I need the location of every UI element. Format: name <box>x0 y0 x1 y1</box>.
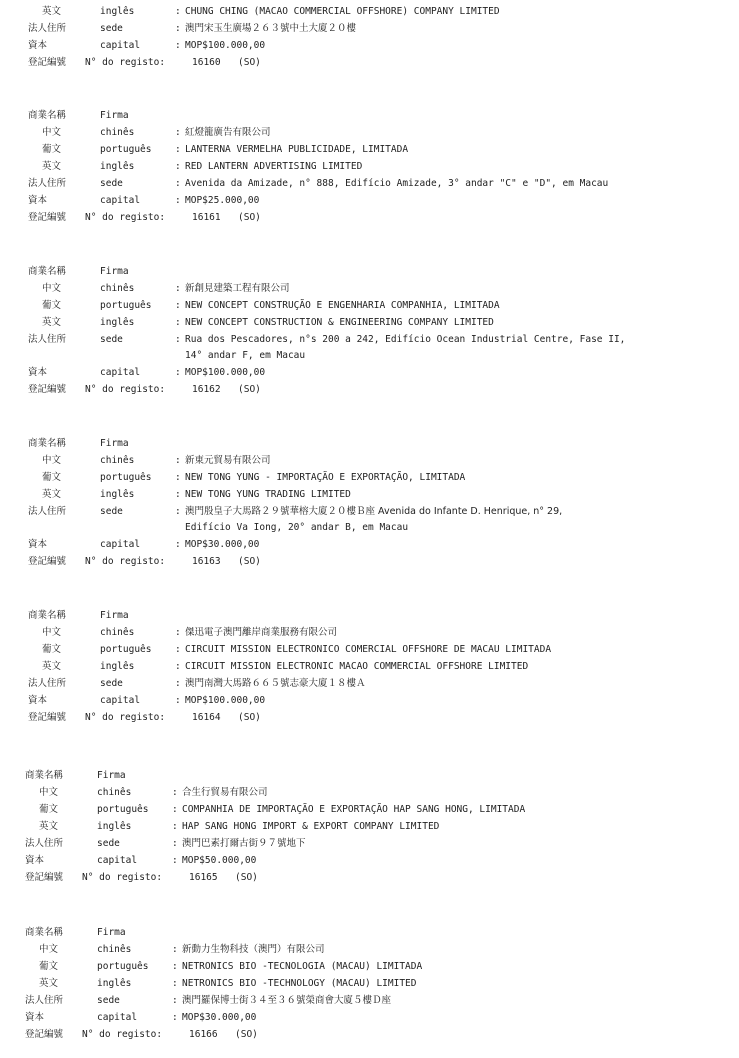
portugues-label-cn: 葡文 <box>39 804 59 815</box>
sede-value-line: Edifício Va Iong, 20° andar B, em Macau <box>185 522 409 533</box>
registo-label-pt: N° do registo: <box>82 1029 163 1040</box>
separator: : <box>175 144 181 155</box>
separator: : <box>175 195 181 206</box>
capital-value: MOP$50.000,00 <box>182 855 257 866</box>
capital-label-pt: capital <box>97 855 138 866</box>
chines-label-pt: chinês <box>100 127 135 138</box>
portugues-label-pt: português <box>97 804 149 815</box>
portugues-value: NETRONICS BIO -TECNOLOGIA (MACAU) LIMITADA <box>182 961 423 972</box>
registo-label-pt: N° do registo: <box>82 872 163 883</box>
separator: : <box>175 489 181 500</box>
sede-value-line: 澳門殷皇子大馬路２９號華榕大廈２０樓Ｂ座 Avenida do Infante D. Henrique, n° 29, <box>185 506 563 517</box>
registo-number: 16161 <box>192 212 221 223</box>
separator: : <box>172 804 178 815</box>
chines-label-pt: chinês <box>100 455 135 466</box>
ingles-label-cn: 英文 <box>42 661 62 672</box>
separator: : <box>172 944 178 955</box>
firma-label-pt: Firma <box>100 438 129 449</box>
separator: : <box>172 978 178 989</box>
sede-label-pt: sede <box>100 178 123 189</box>
sede-label-pt: sede <box>100 334 123 345</box>
ingles-label-cn: 英文 <box>39 821 59 832</box>
registo-label-pt: N° do registo: <box>85 384 166 395</box>
capital-value: MOP$100.000,00 <box>185 40 266 51</box>
capital-value: MOP$25.000,00 <box>185 195 260 206</box>
portugues-value: NEW CONCEPT CONSTRUÇÃO E ENGENHARIA COMPANHIA, LIMITADA <box>185 300 500 311</box>
chines-value: 合生行貿易有限公司 <box>182 787 268 798</box>
registo-number: 16160 <box>192 57 221 68</box>
sede-label-cn: 法人住所 <box>28 334 67 345</box>
registo-label-pt: N° do registo: <box>85 712 166 723</box>
firma-label-pt: Firma <box>97 927 126 938</box>
registo-label-pt: N° do registo: <box>85 556 166 567</box>
sede-value: 澳門宋玉生廣場２６３號中土大廈２０樓 <box>185 23 357 34</box>
capital-label-pt: capital <box>100 695 141 706</box>
ingles-value: NEW TONG YUNG TRADING LIMITED <box>185 489 351 500</box>
registo-label-pt: N° do registo: <box>85 212 166 223</box>
ingles-label-cn: 英文 <box>42 317 62 328</box>
separator: : <box>172 821 178 832</box>
registo-label-cn: 登記編號 <box>28 384 67 395</box>
sede-value-line: Rua dos Pescadores, n°s 200 a 242, Edifício Ocean Industrial Centre, Fase II, <box>185 334 626 345</box>
chines-label-pt: chinês <box>100 283 135 294</box>
chines-label-pt: chinês <box>100 627 135 638</box>
separator: : <box>175 161 181 172</box>
separator: : <box>175 178 181 189</box>
separator: : <box>172 961 178 972</box>
separator: : <box>175 455 181 466</box>
firma-label-pt: Firma <box>100 266 129 277</box>
sede-value-line: 14° andar F, em Macau <box>185 350 306 361</box>
chines-value: 紅燈籠廣告有限公司 <box>185 127 271 138</box>
sede-label-cn: 法人住所 <box>28 678 67 689</box>
chines-label-cn: 中文 <box>42 455 62 466</box>
ingles-label-cn: 英文 <box>42 161 62 172</box>
capital-value: MOP$100.000,00 <box>185 367 266 378</box>
ingles-label-pt: inglês <box>100 489 135 500</box>
portugues-label-pt: português <box>100 472 152 483</box>
registo-label-cn: 登記編號 <box>28 712 67 723</box>
registo-label-pt: N° do registo: <box>85 57 166 68</box>
ingles-value: CIRCUIT MISSION ELECTRONIC MACAO COMMERCIAL OFFSHORE LIMITED <box>185 661 529 672</box>
sede-value-line: Avenida da Amizade, n° 888, Edifício Amizade, 3° andar "C" e "D", em Macau <box>185 178 609 189</box>
separator: : <box>175 334 181 345</box>
ingles-value: HAP SANG HONG IMPORT & EXPORT COMPANY LIMITED <box>182 821 440 832</box>
separator: : <box>175 367 181 378</box>
chines-label-cn: 中文 <box>42 283 62 294</box>
portugues-value: NEW TONG YUNG - IMPORTAÇÃO E EXPORTAÇÃO, LIMITADA <box>185 472 466 483</box>
portugues-value: CIRCUIT MISSION ELECTRONICO COMERCIAL OFFSHORE DE MACAU LIMITADA <box>185 644 552 655</box>
sede-value-line: 澳門巴素打爾古街９７號地下 <box>182 838 306 849</box>
chines-label-pt: chinês <box>97 787 132 798</box>
registo-tag: (SO) <box>235 872 258 883</box>
capital-value: MOP$30.000,00 <box>182 1012 257 1023</box>
ingles-value: CHUNG CHING (MACAO COMMERCIAL OFFSHORE) COMPANY LIMITED <box>185 6 500 17</box>
separator: : <box>175 661 181 672</box>
separator: : <box>175 506 181 517</box>
sede-label-cn: 法人住所 <box>28 506 67 517</box>
separator: : <box>175 644 181 655</box>
portugues-label-cn: 葡文 <box>42 300 62 311</box>
capital-value: MOP$30.000,00 <box>185 539 260 550</box>
capital-label-cn: 資本 <box>25 1012 45 1023</box>
ingles-label-pt: inglês <box>100 317 135 328</box>
registo-number: 16162 <box>192 384 221 395</box>
registo-label-cn: 登記編號 <box>25 1029 64 1040</box>
separator: : <box>175 472 181 483</box>
firma-label-cn: 商業名稱 <box>28 438 67 449</box>
sede-label-cn: 法人住所 <box>28 23 67 34</box>
separator: : <box>175 300 181 311</box>
portugues-value: COMPANHIA DE IMPORTAÇÃO E EXPORTAÇÃO HAP SANG HONG, LIMITADA <box>182 804 526 815</box>
chines-value: 傑迅電子澳門離岸商業服務有限公司 <box>185 627 338 638</box>
capital-label-cn: 資本 <box>28 195 48 206</box>
separator: : <box>172 1012 178 1023</box>
separator: : <box>172 855 178 866</box>
separator: : <box>172 838 178 849</box>
separator: : <box>175 317 181 328</box>
chines-label-cn: 中文 <box>42 627 62 638</box>
portugues-label-pt: português <box>100 144 152 155</box>
portugues-label-cn: 葡文 <box>42 644 62 655</box>
firma-label-cn: 商業名稱 <box>28 110 67 121</box>
ingles-value: NETRONICS BIO -TECHNOLOGY (MACAU) LIMITED <box>182 978 417 989</box>
ingles-label-pt: inglês <box>97 821 132 832</box>
registo-label-cn: 登記編號 <box>28 212 67 223</box>
firma-label-pt: Firma <box>97 770 126 781</box>
firma-label-cn: 商業名稱 <box>28 266 67 277</box>
firma-label-pt: Firma <box>100 610 129 621</box>
chines-value: 新東元貿易有限公司 <box>185 455 271 466</box>
registo-number: 16163 <box>192 556 221 567</box>
separator: : <box>175 283 181 294</box>
registo-tag: (SO) <box>238 384 261 395</box>
ingles-value: RED LANTERN ADVERTISING LIMITED <box>185 161 363 172</box>
separator: : <box>175 539 181 550</box>
ingles-value: NEW CONCEPT CONSTRUCTION & ENGINEERING COMPANY LIMITED <box>185 317 494 328</box>
ingles-label-pt: inglês <box>100 161 135 172</box>
portugues-label-pt: português <box>100 300 152 311</box>
firma-label-cn: 商業名稱 <box>28 610 67 621</box>
separator: : <box>175 627 181 638</box>
registo-number: 16165 <box>189 872 218 883</box>
sede-label-pt: sede <box>100 678 123 689</box>
registo-label-cn: 登記編號 <box>28 57 67 68</box>
portugues-label-pt: português <box>100 644 152 655</box>
capital-label-pt: capital <box>97 1012 138 1023</box>
capital-value: MOP$100.000,00 <box>185 695 266 706</box>
portugues-label-cn: 葡文 <box>42 472 62 483</box>
registo-label-cn: 登記編號 <box>25 872 64 883</box>
ingles-label-pt: inglês <box>100 661 135 672</box>
sede-value-line: 澳門羅保博士街３４至３６號榮商會大廈５樓Ｄ座 <box>182 995 392 1006</box>
chines-label-cn: 中文 <box>39 944 59 955</box>
registo-label-cn: 登記編號 <box>28 556 67 567</box>
separator: : <box>175 695 181 706</box>
sede-label-pt: sede <box>97 838 120 849</box>
registo-number: 16164 <box>192 712 221 723</box>
capital-label-cn: 資本 <box>28 367 48 378</box>
portugues-value: LANTERNA VERMELHA PUBLICIDADE, LIMITADA <box>185 144 409 155</box>
sede-label-pt: sede <box>100 23 123 34</box>
sede-value-line: 澳門南灣大馬路６６５號志豪大廈１８樓Ａ <box>185 678 366 689</box>
capital-label-pt: capital <box>100 195 141 206</box>
registo-number: 16166 <box>189 1029 218 1040</box>
registo-tag: (SO) <box>238 556 261 567</box>
sede-label-cn: 法人住所 <box>28 178 67 189</box>
chines-label-pt: chinês <box>97 944 132 955</box>
capital-label-cn: 資本 <box>28 695 48 706</box>
registo-tag: (SO) <box>235 1029 258 1040</box>
registo-tag: (SO) <box>238 57 261 68</box>
separator: : <box>175 678 181 689</box>
firma-label-pt: Firma <box>100 110 129 121</box>
portugues-label-cn: 葡文 <box>39 961 59 972</box>
sede-label-pt: sede <box>100 506 123 517</box>
separator: : <box>172 787 178 798</box>
capital-label-pt: capital <box>100 539 141 550</box>
capital-label-cn: 資本 <box>25 855 45 866</box>
chines-value: 新動力生物科技（澳門）有限公司 <box>182 944 325 955</box>
capital-label-cn: 資本 <box>28 539 48 550</box>
portugues-label-pt: português <box>97 961 149 972</box>
chines-label-cn: 中文 <box>39 787 59 798</box>
registo-tag: (SO) <box>238 712 261 723</box>
capital-label-pt: capital <box>100 40 141 51</box>
ingles-label-cn: 英文 <box>39 978 59 989</box>
firma-label-cn: 商業名稱 <box>25 927 64 938</box>
separator: : <box>175 6 181 17</box>
separator: : <box>172 995 178 1006</box>
sede-label-cn: 法人住所 <box>25 838 64 849</box>
sede-label-pt: sede <box>97 995 120 1006</box>
ingles-label-cn: 英文 <box>42 6 62 17</box>
registo-tag: (SO) <box>238 212 261 223</box>
separator: : <box>175 40 181 51</box>
ingles-label-cn: 英文 <box>42 489 62 500</box>
capital-label-pt: capital <box>100 367 141 378</box>
chines-value: 新創見建築工程有限公司 <box>185 283 290 294</box>
firma-label-cn: 商業名稱 <box>25 770 64 781</box>
ingles-label-pt: inglês <box>97 978 132 989</box>
capital-label-cn: 資本 <box>28 40 48 51</box>
portugues-label-cn: 葡文 <box>42 144 62 155</box>
ingles-label-pt: inglês <box>100 6 135 17</box>
chines-label-cn: 中文 <box>42 127 62 138</box>
sede-label-cn: 法人住所 <box>25 995 64 1006</box>
separator: : <box>175 127 181 138</box>
separator: : <box>175 23 181 34</box>
